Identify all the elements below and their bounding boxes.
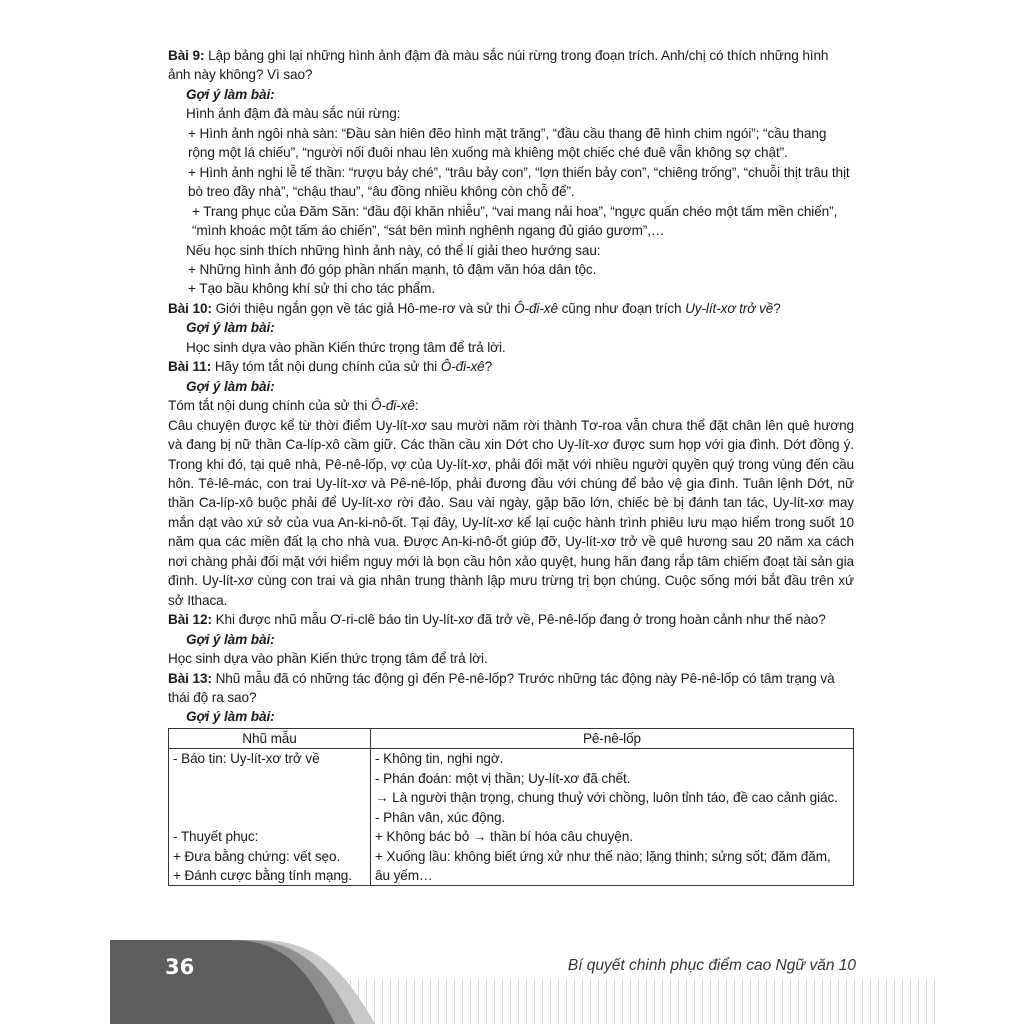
summary-heading bbox=[168, 396, 854, 415]
table-cell-line bbox=[173, 769, 366, 788]
penelope-reactions-cell bbox=[371, 749, 854, 886]
exercise-9-line: + Tạo bầu không khí sử thi cho tác phẩm. bbox=[188, 281, 436, 297]
exercise-10-label: Bài 10: bbox=[168, 300, 212, 316]
footer-stripes bbox=[340, 980, 940, 1024]
table-cell-line: + Xuống lầu: không biết ứng xử như thế nào; lặng thinh; sửng sốt; đăm đăm, âu yếm… bbox=[375, 848, 831, 884]
book-title: Bí quyết chinh phục điểm cao Ngữ văn 10 bbox=[567, 957, 856, 974]
comparison-table bbox=[168, 728, 854, 887]
excerpt-title: Uy-lít-xơ trở về bbox=[685, 300, 774, 316]
exercise-9-label: Bài 9: bbox=[168, 48, 205, 63]
table-cell-line: + Đưa bằng chứng: vết sẹo. bbox=[173, 848, 341, 864]
exercise-11-text: Hãy tóm tắt nội dung chính của sử thi bbox=[211, 359, 441, 375]
exercise-12-question bbox=[168, 610, 854, 629]
table-row bbox=[169, 749, 854, 886]
exercise-10-text: ? bbox=[773, 300, 781, 316]
exercise-13-guide-heading: Gợi ý làm bài: bbox=[186, 709, 275, 725]
table-cell-line: - Thuyết phục: bbox=[173, 829, 259, 845]
exercise-9-line: + Hình ảnh ngôi nhà sàn: “Đầu sàn hiên đẽo hình mặt trăng”, “đầu cầu thang đẽ hình chim ngói”; “cầu thang rộng một lá chiếu”, “người nối đuôi nhau lên xuống mà khiêng một chiếc ché đuê vẫn không sợ chật”. bbox=[188, 125, 827, 161]
exercise-9-line: Hình ảnh đậm đà màu sắc núi rừng: bbox=[186, 106, 401, 122]
exercise-9-text: Lập bảng ghi lại những hình ảnh đậm đà màu sắc núi rừng trong đoạn trích. Anh/chị có thích những hình ảnh này không? Vì sao? bbox=[168, 48, 829, 83]
exercise-11-text: ? bbox=[484, 359, 493, 375]
exercise-9-line: + Hình ảnh nghi lễ tế thần: “rượu bảy ché”, “trâu bảy con”, “lợn thiến bảy con”, “chiêng trống”, “chuỗi thịt trâu thịt bò treo đầy nhà”, “chậu thau”, “âu đồng nhiều không còn chỗ để”. bbox=[188, 164, 850, 200]
exercise-9-line: Nếu học sinh thích những hình ảnh này, có thể lí giải theo hướng sau: bbox=[186, 242, 601, 258]
table-cell-line: - Báo tin: Uy-lít-xơ trở về bbox=[173, 751, 320, 767]
exercise-9-line: + Trang phục của Đăm Săn: “đầu đội khăn nhiễu”, “vai mang nải hoa”, “ngực quấn chéo một tấm mền chiến”, “mình khoác một tấm áo chiến”, “sát bên mình nghênh ngang đủ giáo gươm”,… bbox=[192, 203, 838, 239]
exercise-12-label: Bài 12: bbox=[168, 612, 212, 628]
table-cell-line: - Không tin, nghi ngờ. bbox=[375, 751, 504, 767]
footer-decoration bbox=[110, 940, 940, 1024]
exercise-10-text: Giới thiệu ngắn gọn về tác giả Hô-me-rơ và sử thi bbox=[211, 300, 515, 316]
epic-title: Ô-đi-xê bbox=[370, 398, 415, 414]
exercise-11-question bbox=[168, 357, 854, 376]
table-cell-line: + Không bác bỏ → thần bí hóa câu chuyện. bbox=[375, 829, 633, 845]
exercise-13-label: Bài 13: bbox=[168, 670, 212, 686]
exercise-9-question bbox=[168, 46, 854, 85]
exercise-10-guide-heading: Gợi ý làm bài: bbox=[186, 320, 275, 336]
column-header-nurse: Nhũ mẫu bbox=[169, 728, 371, 748]
page-content bbox=[168, 46, 854, 886]
summary-heading-text: Tóm tắt nội dung chính của sử thi bbox=[168, 398, 371, 414]
column-header-penelope: Pê-nê-lốp bbox=[371, 728, 854, 748]
exercise-10-question bbox=[168, 299, 854, 318]
table-cell-line bbox=[173, 788, 366, 807]
exercise-9-guide-heading: Gợi ý làm bài: bbox=[186, 86, 275, 102]
summary-heading-colon: : bbox=[414, 398, 419, 414]
epic-title: Ô-đi-xê bbox=[440, 359, 485, 375]
exercise-11-guide-heading: Gợi ý làm bài: bbox=[186, 378, 275, 394]
exercise-9-line: + Những hình ảnh đó góp phần nhấn mạnh, tô đậm văn hóa dân tộc. bbox=[188, 261, 597, 277]
exercise-13-question bbox=[168, 669, 854, 708]
summary-paragraph: Câu chuyện được kể từ thời điểm Uy-lít-xơ sau mười năm rời thành Tơ-roa vẫn chưa thể đặt chân lên quê hương và đang bị nữ thần Ca-líp-xô cầm giữ. Các thần cầu xin Dớt cho Uy-lít-xơ được sum họp với gia đình. Dớt đồng ý. Trong khi đó, tại quê nhà, Pê-nê-lốp, vợ của Uy-lít-xơ, phải đối mặt với nhiều người quyền quý trong vùng đến cầu hôn. Tê-lê-mác, con trai Uy-lít-xơ và Pê-nê-lốp, phải đương đầu với chúng để bảo vệ gia đình. Tuân lệnh Dớt, nữ thần Ca-líp-xô buộc phải để Uy-lít-xơ rời đảo. Sau vài ngày, gặp bão lớn, chiếc bè bị đánh tan tác, Uy-lít-xơ may mắn dạt vào xứ sở của vua An-ki-nô-ốt. Tại đây, Uy-lít-xơ kể lại cuộc hành trình phiêu lưu mạo hiểm trong suốt 10 năm qua các miền đất lạ cho nhà vua. Được An-ki-nô-ốt giúp đỡ, Uy-lít-xơ trở về quê hương sau 20 năm xa cách nơi chàng phải đối mặt với hiểm nguy mới là bọn cầu hôn xảo quyệt, hung hãn đang rắp tâm chiếm đoạt tài sản gia đình. Uy-lít-xơ cùng con trai và gia nhân trung thành lập mưu trừng trị bọn chúng. Cuộc sống mới bắt đầu trên xứ sở Ithaca. bbox=[168, 417, 854, 608]
table-header-row bbox=[169, 728, 854, 748]
exercise-12-answer: Học sinh dựa vào phần Kiến thức trọng tâm để trả lời. bbox=[168, 651, 488, 667]
exercise-10-answer: Học sinh dựa vào phần Kiến thức trọng tâm để trả lời. bbox=[186, 339, 506, 355]
exercise-13-text: Nhũ mẫu đã có những tác động gì đến Pê-nê-lốp? Trước những tác động này Pê-nê-lốp có tâm trạng và thái độ ra sao? bbox=[168, 670, 835, 705]
exercise-12-text: Khi được nhũ mẫu Ơ-ri-clê báo tin Uy-lít-xơ đã trở về, Pê-nê-lốp đang ở trong hoàn cảnh như thế nào? bbox=[211, 612, 826, 628]
exercise-12-guide-heading: Gợi ý làm bài: bbox=[186, 631, 275, 647]
table-cell-line bbox=[173, 808, 366, 827]
table-cell-line: - Phán đoán: một vị thần; Uy-lít-xơ đã chết. bbox=[375, 770, 631, 786]
epic-title: Ô-đi-xê bbox=[514, 300, 558, 316]
table-cell-line: → Là người thận trọng, chung thuỷ với chồng, luôn tỉnh táo, đề cao cảnh giác. bbox=[375, 790, 838, 806]
exercise-10-text: cũng như đoạn trích bbox=[557, 300, 686, 316]
exercise-11-label: Bài 11: bbox=[168, 359, 212, 375]
table-cell-line: - Phân vân, xúc động. bbox=[375, 809, 506, 825]
table-cell-line: + Đánh cược bằng tính mạng. bbox=[173, 867, 352, 883]
page-number: 36 bbox=[165, 955, 195, 979]
nurse-actions-cell bbox=[169, 749, 371, 886]
